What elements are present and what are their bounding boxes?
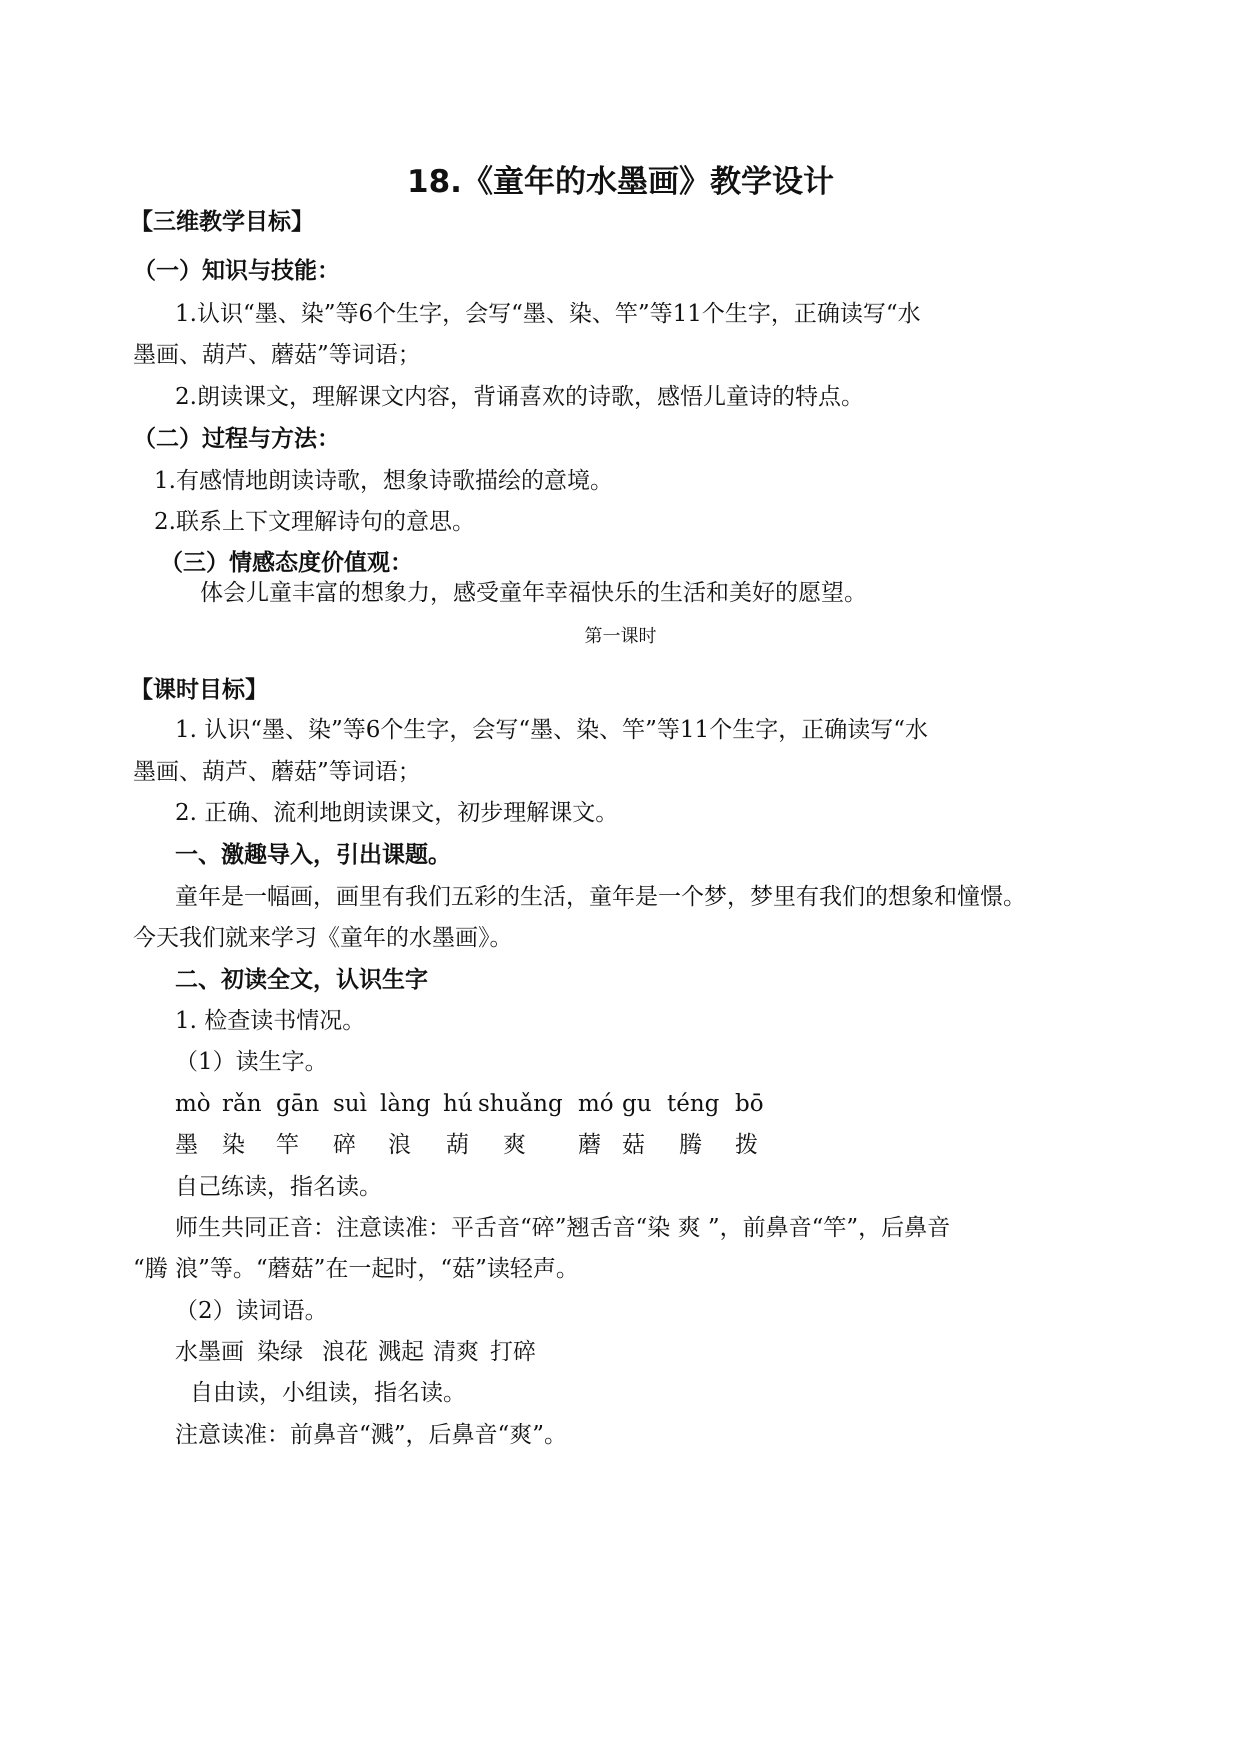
pinyin-item: shuǎng bbox=[478, 1091, 563, 1117]
lesson-goal-2: 2. 正确、流利地朗读课文，初步理解课文。 bbox=[175, 800, 619, 826]
process-heading: （二）过程与方法： bbox=[133, 426, 340, 452]
word-item: 染绿 bbox=[257, 1339, 303, 1365]
emotion-text: 体会儿童丰富的想象力，感受童年幸福快乐的生活和美好的愿望。 bbox=[200, 580, 867, 606]
knowledge-item-1-line-1: 1.认识“墨、染”等6个生字，会写“墨、染、竿”等11个生字，正确读写“水 bbox=[175, 301, 921, 327]
character-item: 碎 bbox=[333, 1132, 356, 1158]
word-item: 浪花 bbox=[322, 1339, 368, 1365]
pinyin-item: gu bbox=[622, 1091, 652, 1117]
word-item: 溅起 bbox=[378, 1339, 424, 1365]
step1-text-line-2: 今天我们就来学习《童年的水墨画》。 bbox=[133, 925, 513, 951]
emotion-heading: （三）情感态度价值观： bbox=[160, 550, 413, 576]
pinyin-item: suì bbox=[333, 1091, 367, 1117]
lesson-goal-1-line-1: 1. 认识“墨、染”等6个生字，会写“墨、染、竿”等11个生字，正确读写“水 bbox=[175, 717, 928, 743]
character-item: 腾 bbox=[679, 1132, 702, 1158]
step2-item-1: 1. 检查读书情况。 bbox=[175, 1008, 366, 1034]
character-item: 菇 bbox=[622, 1132, 645, 1158]
step2-sub-1: （1）读生字。 bbox=[175, 1049, 328, 1075]
note-text: 注意读准：前鼻音“溅”，后鼻音“爽”。 bbox=[175, 1422, 568, 1448]
step1-text-line-1: 童年是一幅画，画里有我们五彩的生活，童年是一个梦，梦里有我们的想象和憧憬。 bbox=[175, 884, 1026, 910]
character-item: 染 bbox=[222, 1132, 245, 1158]
lesson-goal-1-line-2: 墨画、葫芦、蘑菇”等词语； bbox=[133, 759, 421, 785]
knowledge-item-1-line-2: 墨画、葫芦、蘑菇”等词语； bbox=[133, 342, 421, 368]
section-goals-heading: 【三维教学目标】 bbox=[130, 209, 314, 235]
knowledge-item-2: 2.朗读课文，理解课文内容，背诵喜欢的诗歌，感悟儿童诗的特点。 bbox=[175, 384, 864, 410]
word-item: 打碎 bbox=[490, 1339, 536, 1365]
practice-text: 自己练读，指名读。 bbox=[175, 1174, 382, 1200]
character-item: 浪 bbox=[388, 1132, 411, 1158]
characters-row bbox=[0, 1130, 1241, 1160]
step1-heading: 一、激趣导入，引出课题。 bbox=[175, 842, 451, 868]
correction-line-2: “腾 浪”等。“蘑菇”在一起时，“菇”读轻声。 bbox=[133, 1256, 579, 1282]
words-row bbox=[0, 1337, 1241, 1367]
character-item: 葫 bbox=[446, 1132, 469, 1158]
word-item: 水墨画 bbox=[175, 1339, 244, 1365]
character-item: 爽 bbox=[503, 1132, 526, 1158]
lesson-label: 第一课时 bbox=[584, 626, 657, 647]
pinyin-row bbox=[0, 1089, 1241, 1119]
pinyin-item: téng bbox=[667, 1091, 720, 1117]
character-item: 蘑 bbox=[578, 1132, 601, 1158]
process-item-1: 1.有感情地朗读诗歌，想象诗歌描绘的意境。 bbox=[154, 468, 613, 494]
pinyin-item: gān bbox=[276, 1091, 320, 1117]
document-title: 18.《童年的水墨画》教学设计 bbox=[407, 164, 834, 200]
word-item: 清爽 bbox=[433, 1339, 479, 1365]
pinyin-item: rǎn bbox=[222, 1091, 262, 1117]
character-item: 拨 bbox=[735, 1132, 758, 1158]
character-item: 墨 bbox=[175, 1132, 198, 1158]
lesson-goals-heading: 【课时目标】 bbox=[130, 677, 268, 703]
reading-modes: 自由读，小组读，指名读。 bbox=[190, 1380, 466, 1406]
pinyin-item: làng bbox=[380, 1091, 431, 1117]
pinyin-item: bō bbox=[735, 1091, 764, 1117]
pinyin-item: hú bbox=[443, 1091, 473, 1117]
step2-heading: 二、初读全文，认识生字 bbox=[175, 967, 428, 993]
correction-line-1: 师生共同正音：注意读准：平舌音“碎”翘舌音“染 爽 ”，前鼻音“竿”，后鼻音 bbox=[175, 1215, 951, 1241]
pinyin-item: mó bbox=[578, 1091, 614, 1117]
knowledge-heading: （一）知识与技能： bbox=[133, 258, 340, 284]
pinyin-item: mò bbox=[175, 1091, 211, 1117]
step2-sub-2: （2）读词语。 bbox=[175, 1298, 328, 1324]
process-item-2: 2.联系上下文理解诗句的意思。 bbox=[154, 509, 475, 535]
character-item: 竿 bbox=[276, 1132, 299, 1158]
